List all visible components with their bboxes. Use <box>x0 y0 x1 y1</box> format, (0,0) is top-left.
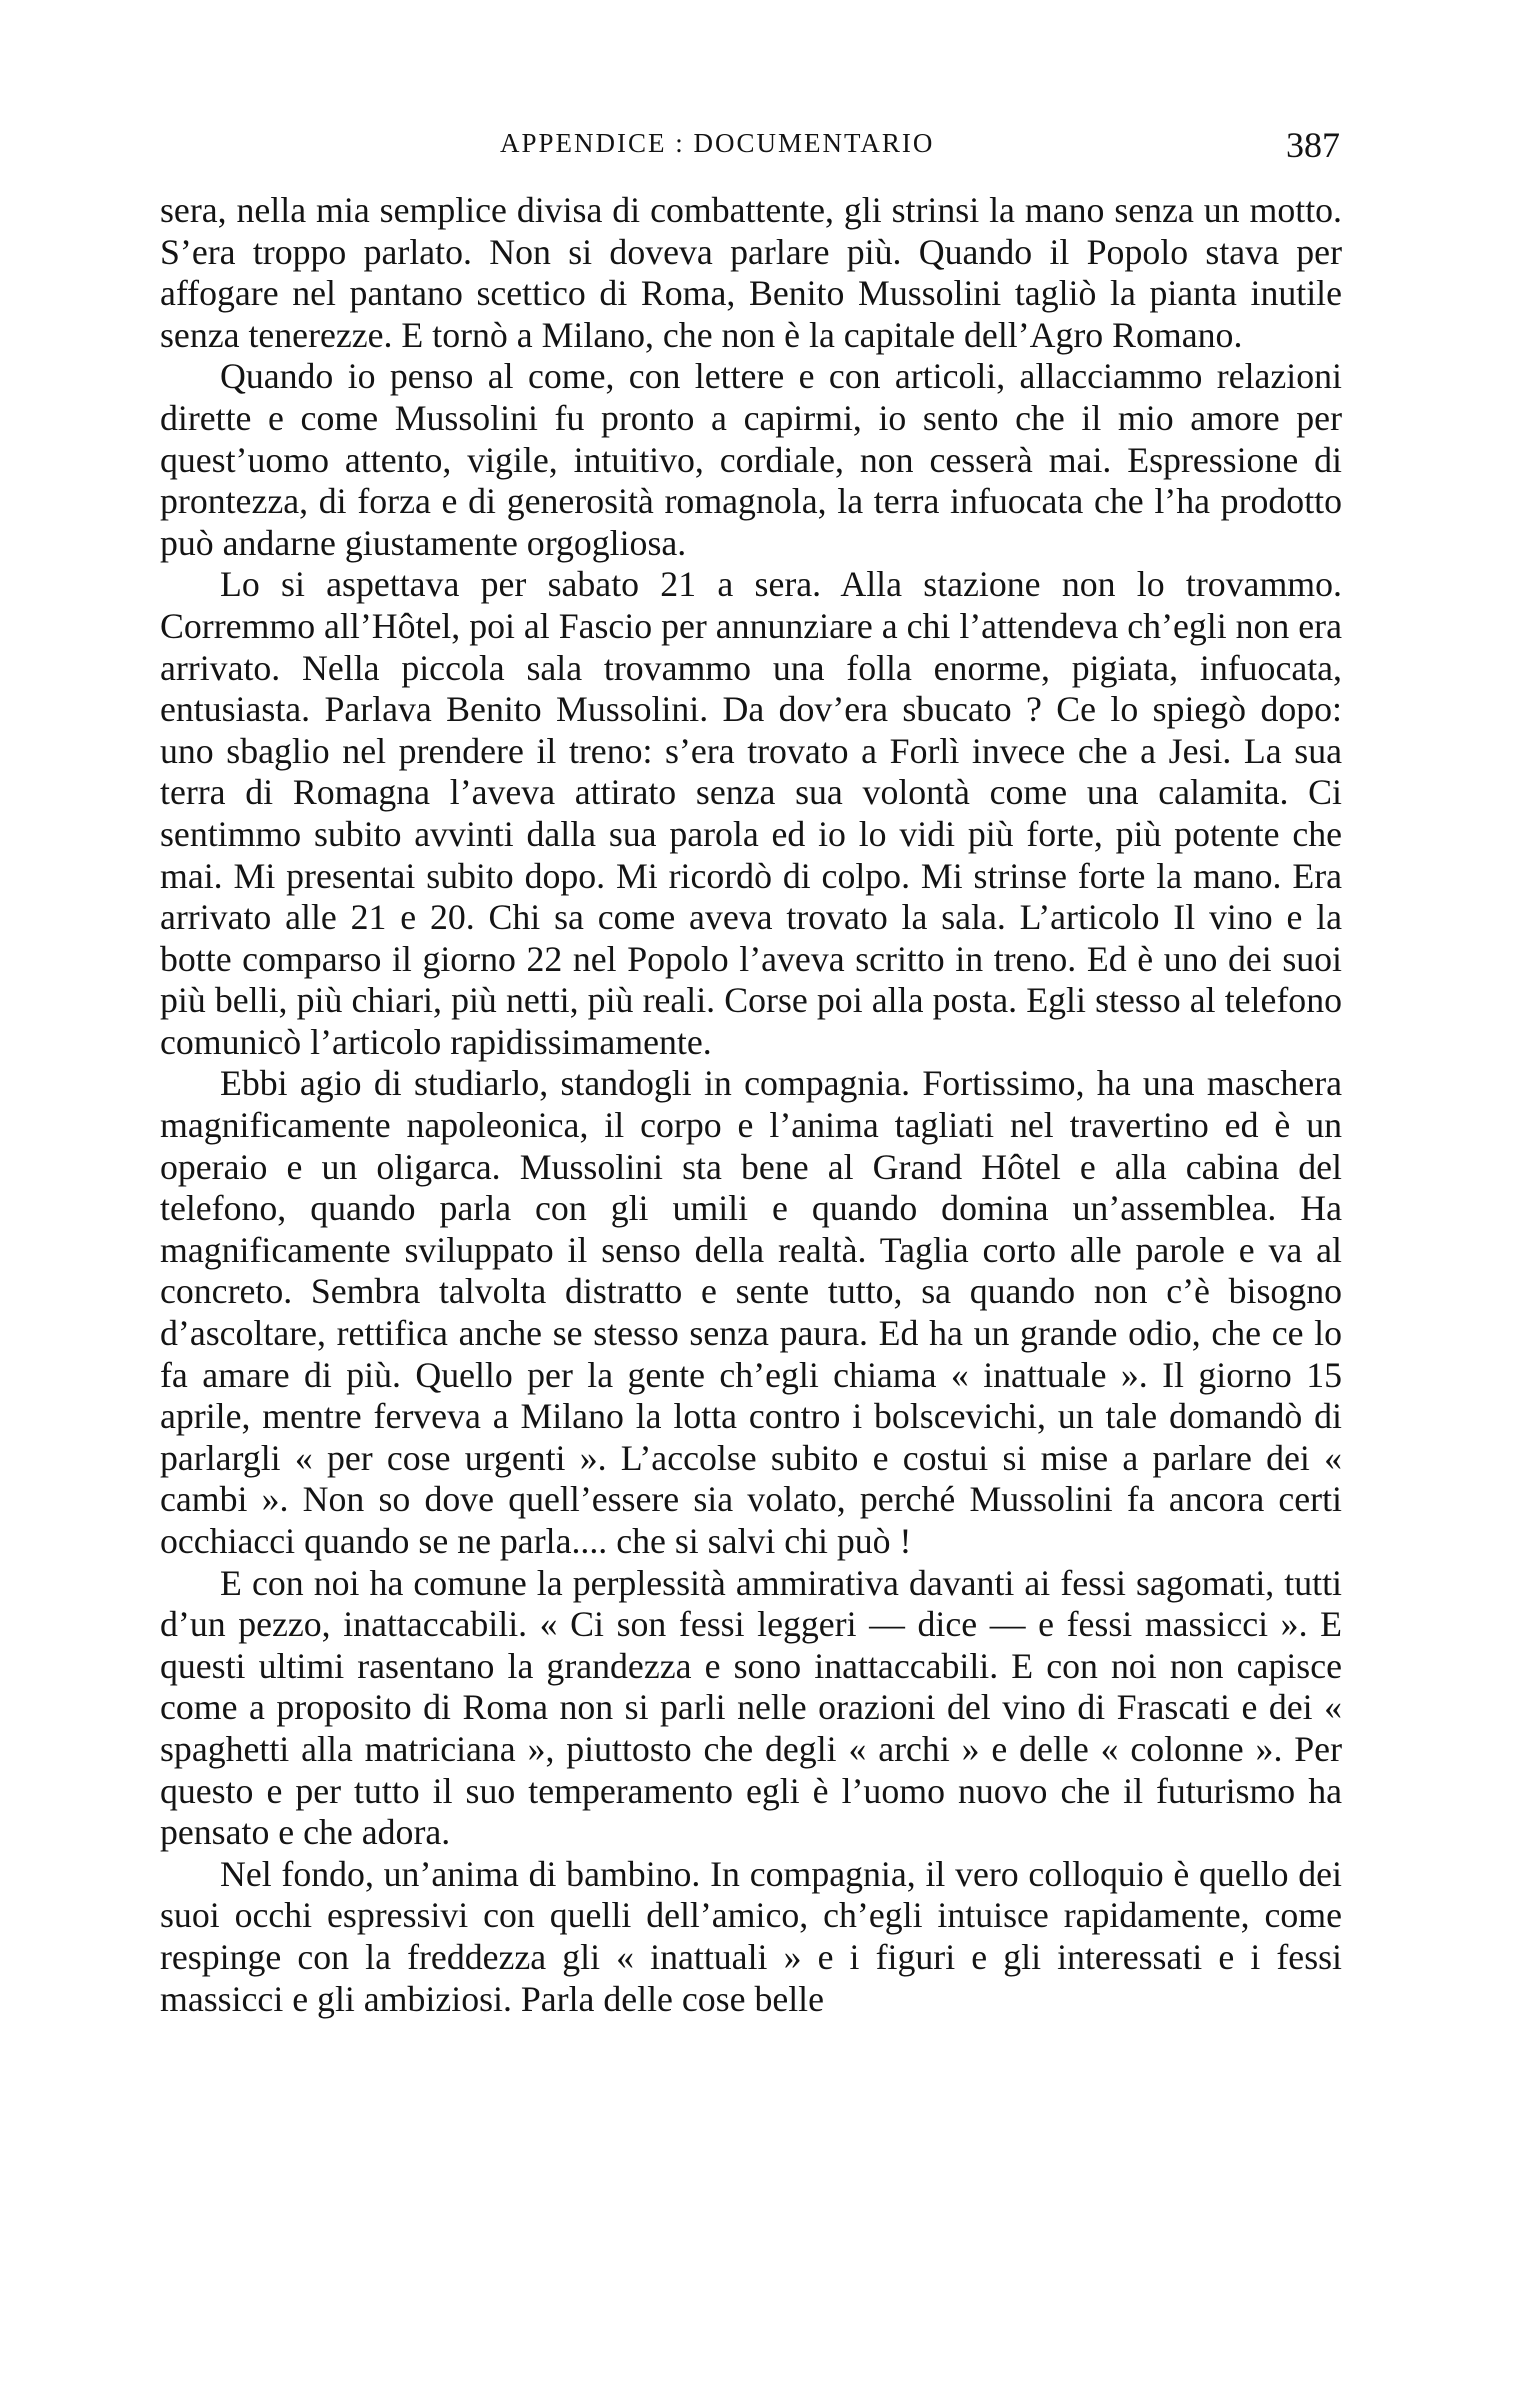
paragraph-6: Nel fondo, un’anima di bambino. In compagnia, il vero colloquio è quello dei suoi occhi espressivi con quelli dell’amico, ch’egli intuisce rapidamente, come respinge con la freddezza gli « inattuali » e i figuri e gli interessati e i fessi massicci e gli ambiziosi. Parla delle cose belle <box>160 1853 1342 2019</box>
running-title: APPENDICE : DOCUMENTARIO <box>500 128 935 158</box>
paragraph-1: sera, nella mia semplice divisa di combattente, gli strinsi la mano senza un motto. S’era troppo parlato. Non si doveva parlare più. Quando il Popolo stava per affogare nel pantano scettico di Roma, Benito Mussolini tagliò la pianta inutile senza tenerezze. E tornò a Milano, che non è la capitale dell’Agro Romano. <box>160 190 1342 355</box>
page-number: 387 <box>1286 125 1340 165</box>
body-text <box>160 190 1342 2020</box>
paragraph-3: Lo si aspettava per sabato 21 a sera. Alla stazione non lo trovammo. Corremmo all’Hôtel, poi al Fascio per annunziare a chi l’attendeva ch’egli non era arrivato. Nella piccola sala trovammo una folla enorme, pigiata, infuocata, entusiasta. Parlava Benito Mussolini. Da dov’era sbucato ? Ce lo spiegò dopo: uno sbaglio nel prendere il treno: s’era trovato a Forlì invece che a Jesi. La sua terra di Romagna l’aveva attirato senza sua volontà come una calamita. Ci sentimmo subito avvinti dalla sua parola ed io lo vidi più forte, più potente che mai. Mi presentai subito dopo. Mi ricordò di colpo. Mi strinse forte la mano. Era arrivato alle 21 e 20. Chi sa come aveva trovato la sala. L’articolo Il vino e la botte comparso il giorno 22 nel Popolo l’aveva scritto in treno. Ed è uno dei suoi più belli, più chiari, più netti, più reali. Corse poi alla posta. Egli stesso al telefono comunicò l’articolo rapidissimamente. <box>160 564 1342 1062</box>
page-header <box>160 125 1340 172</box>
paragraph-4: Ebbi agio di studiarlo, standogli in compagnia. Fortissimo, ha una maschera magnificamente napoleonica, il corpo e l’anima tagliati nel travertino ed è un operaio e un oligarca. Mussolini sta bene al Grand Hôtel e alla cabina del telefono, quando parla con gli umili e quando domina un’assemblea. Ha magnificamente sviluppato il senso della realtà. Taglia corto alle parole e va al concreto. Sembra talvolta distratto e sente tutto, sa quando non c’è bisogno d’ascoltare, rettifica anche se stesso senza paura. Ed ha un grande odio, che ce lo fa amare di più. Quello per la gente ch’egli chiama « inattuale ». Il giorno 15 aprile, mentre ferveva a Milano la lotta contro i bolscevichi, un tale domandò di parlargli « per cose urgenti ». L’accolse subito e costui si mise a parlare dei « cambi ». Non so dove quell’essere sia volato, perché Mussolini fa ancora certi occhiacci quando se ne parla.... che si salvi chi può ! <box>160 1063 1342 1561</box>
paragraph-5: E con noi ha comune la perplessità ammirativa davanti ai fessi sagomati, tutti d’un pezzo, inattaccabili. « Ci son fessi leggeri — dice — e fessi massicci ». E questi ultimi rasentano la grandezza e sono inattaccabili. E con noi non capisce come a proposito di Roma non si parli nelle orazioni del vino di Frascati e dei « spaghetti alla matriciana », piuttosto che degli « archi » e delle « colonne ». Per questo e per tutto il suo temperamento egli è l’uomo nuovo che il futurismo ha pensato e che adora. <box>160 1562 1342 1853</box>
paragraph-2: Quando io penso al come, con lettere e con articoli, allacciammo relazioni dirette e come Mussolini fu pronto a capirmi, io sento che il mio amore per quest’uomo attento, vigile, intuitivo, cordiale, non cesserà mai. Espressione di prontezza, di forza e di generosità romagnola, la terra infuocata che l’ha prodotto può andarne giustamente orgogliosa. <box>160 356 1342 563</box>
